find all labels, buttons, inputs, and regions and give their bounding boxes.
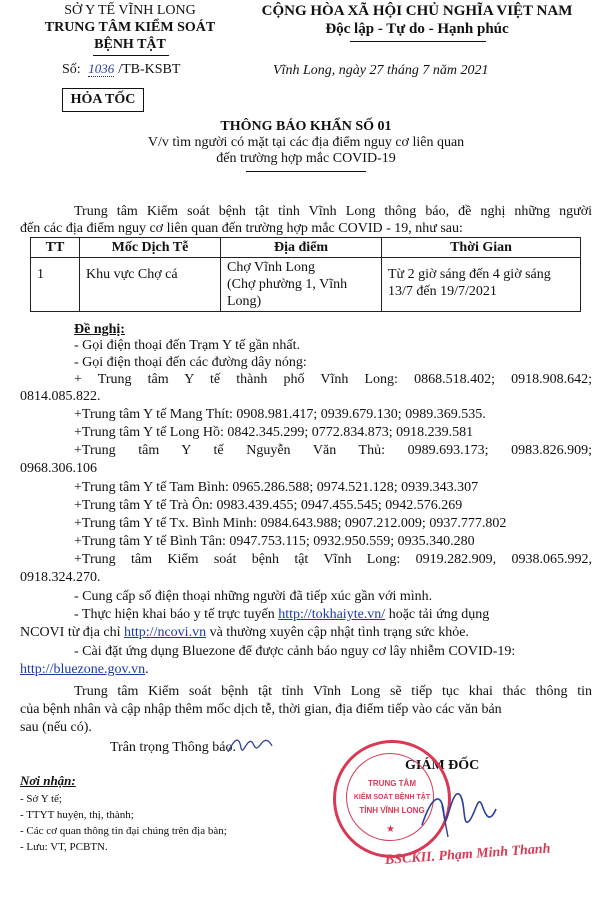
col-thoi-gian: Thời Gian [382,238,581,258]
body-line-12: - Cung cấp số điện thoại những người đã tiếp xúc gần với mình. [74,589,433,604]
cell-thoi-gian-2: 13/7 đến 19/7/2021 [388,284,497,299]
body-line-13b [20,624,469,641]
body-line-13a-pre: - Thực hiện khai báo y tế trực tuyến [74,607,279,622]
body-line-14b [20,661,149,678]
body-line-5: +Trung tâm Y tế Long Hồ: 0842.345.299; 0772.834.873; 0918.239.581 [74,425,474,440]
body-line-11a: +Trung tâm Kiểm soát bệnh tật Vĩnh Long: 0919.282.909, 0938.065.992, [74,552,592,567]
intro-line-1: Trung tâm Kiểm soát bệnh tật tỉnh Vĩnh Long thông báo, đề nghị những người [74,204,592,219]
doc-no-handwritten: 1036 [88,61,115,76]
doc-no-suffix: /TB-KSBT [118,62,181,77]
body-line-6a: +Trung tâm Y tế Nguyễn Văn Thủ: 0989.693.173; 0983.826.909; [74,443,592,458]
agency-name-1: TRUNG TÂM KIỂM SOÁT [44,20,216,35]
issue-date: Vĩnh Long, ngày 27 tháng 7 năm 2021 [273,63,489,78]
agency-name-2: BỆNH TẬT [94,37,166,52]
col-moc-dich-te: Mốc Dịch Tễ [80,238,221,258]
director-title: GIÁM ĐỐC [405,758,480,773]
body-line-11b: 0918.324.270. [20,570,101,585]
notice-title: THÔNG BÁO KHẨN SỐ 01 [220,119,392,134]
recipient-item: - Lưu: VT, PCBTN. [20,841,108,853]
body-line-15b: của bệnh nhân và cập nhập thêm mốc dịch tễ, thời gian, địa điểm tiếp vào các văn bản [20,702,502,717]
body-line-15a: Trung tâm Kiểm soát bệnh tật tỉnh Vĩnh Long sẽ tiếp tục khai thác thông tin [74,684,592,699]
agency-header [20,2,240,53]
stamp-line-3: TỈNH VĨNH LONG [359,806,425,815]
body-line-15c: sau (nếu có). [20,720,92,735]
intro-line-2: đến các địa điểm nguy cơ liên quan đến trường hợp mắc COVID - 19, như sau: [20,221,463,236]
epidemiology-table [30,237,581,312]
agency-underline [93,55,169,56]
national-header [232,2,602,38]
country-name: CỘNG HÒA XÃ HỘI CHỦ NGHĨA VIỆT NAM [261,3,573,19]
body-line-13a-post: hoặc tải ứng dụng [385,607,490,622]
table-row [31,258,581,312]
body-line-3b: 0814.085.822. [20,389,101,404]
body-line-6b: 0968.306.106 [20,461,97,476]
cell-dia-diem-1: Chợ Vĩnh Long [227,260,316,275]
body-line-4: +Trung tâm Y tế Mang Thít: 0908.981.417; 0939.679.130; 0989.369.535. [74,407,486,422]
star-icon: ★ [386,824,395,835]
recipient-item: - Các cơ quan thông tin đại chúng trên địa bàn; [20,825,227,837]
cell-dia-diem-2: (Chợ phường 1, Vĩnh [227,277,348,292]
notice-subtitle-2: đến trường hợp mắc COVID-19 [216,151,396,166]
col-tt: TT [31,238,80,258]
request-heading: Đề nghị: [74,322,125,337]
closing-line: Trân trọng Thông báo. [110,740,236,755]
cell-dia-diem-3: Long) [227,294,262,309]
body-line-14b-post: . [145,662,149,677]
cell-moc: Khu vực Chợ cá [80,258,221,312]
national-motto: Độc lập - Tự do - Hạnh phúc [325,21,509,37]
document-number [62,60,180,78]
body-line-13a [74,606,489,623]
recipients-label: Nơi nhận: [20,773,76,788]
body-line-3a: + Trung tâm Y tế thành phố Vĩnh Long: 0868.518.402; 0918.908.642; [74,372,592,387]
motto-underline [350,41,486,42]
director-name: BSCKII. Phạm Minh Thanh [384,841,551,868]
bluezone-link[interactable]: http://bluezone.gov.vn [20,662,146,677]
doc-no-prefix: Số: [62,62,81,77]
body-line-7: +Trung tâm Y tế Tam Bình: 0965.286.588; 0974.521.128; 0939.343.307 [74,480,479,495]
notice-subtitle-1: V/v tìm người có mặt tại các địa điểm nguy cơ liên quan [147,135,465,150]
recipient-item: - Sở Y tế; [20,793,62,805]
stamp-line-2: KIỂM SOÁT BỆNH TẬT [353,794,431,801]
cell-dia-diem [221,258,382,312]
col-dia-diem: Địa điểm [221,238,382,258]
director-signature [412,775,502,845]
body-line-13b-post: và thường xuyên cập nhật tình trạng sức khỏe. [206,625,469,640]
body-line-1: - Gọi điện thoại đến Trạm Y tế gần nhất. [74,338,301,353]
initials-signature [225,732,275,758]
body-line-14a: - Cài đặt ứng dụng Bluezone để được cảnh báo nguy cơ lây nhiễm COVID-19: [74,644,516,659]
body-line-2: - Gọi điện thoại đến các đường dây nóng: [74,355,307,370]
recipient-item: - TTYT huyện, thị, thành; [20,809,134,821]
cell-thoi-gian [382,258,581,312]
body-line-9: +Trung tâm Y tế Tx. Bình Minh: 0984.643.988; 0907.212.009; 0937.777.802 [74,516,507,531]
stamp-line-1: TRUNG TÂM [368,779,416,788]
title-underline [246,171,366,172]
recipients-list [20,791,227,855]
body-line-8: +Trung tâm Y tế Trà Ôn: 0983.439.455; 0947.455.545; 0942.576.269 [74,498,463,513]
body-line-13b-pre: NCOVI từ địa chỉ [20,625,125,640]
urgent-label: HỎA TỐC [62,88,144,112]
table-header-row [31,238,581,258]
cell-thoi-gian-1: Từ 2 giờ sáng đến 4 giờ sáng [388,267,551,282]
body-line-10: +Trung tâm Y tế Bình Tân: 0947.753.115; 0932.950.559; 0935.340.280 [74,534,475,549]
ncovi-link[interactable]: http://ncovi.vn [124,625,207,640]
ministry-name: SỞ Y TẾ VĨNH LONG [64,3,196,18]
tokhaiyte-link[interactable]: http://tokhaiyte.vn/ [278,607,386,622]
cell-tt: 1 [31,258,80,312]
